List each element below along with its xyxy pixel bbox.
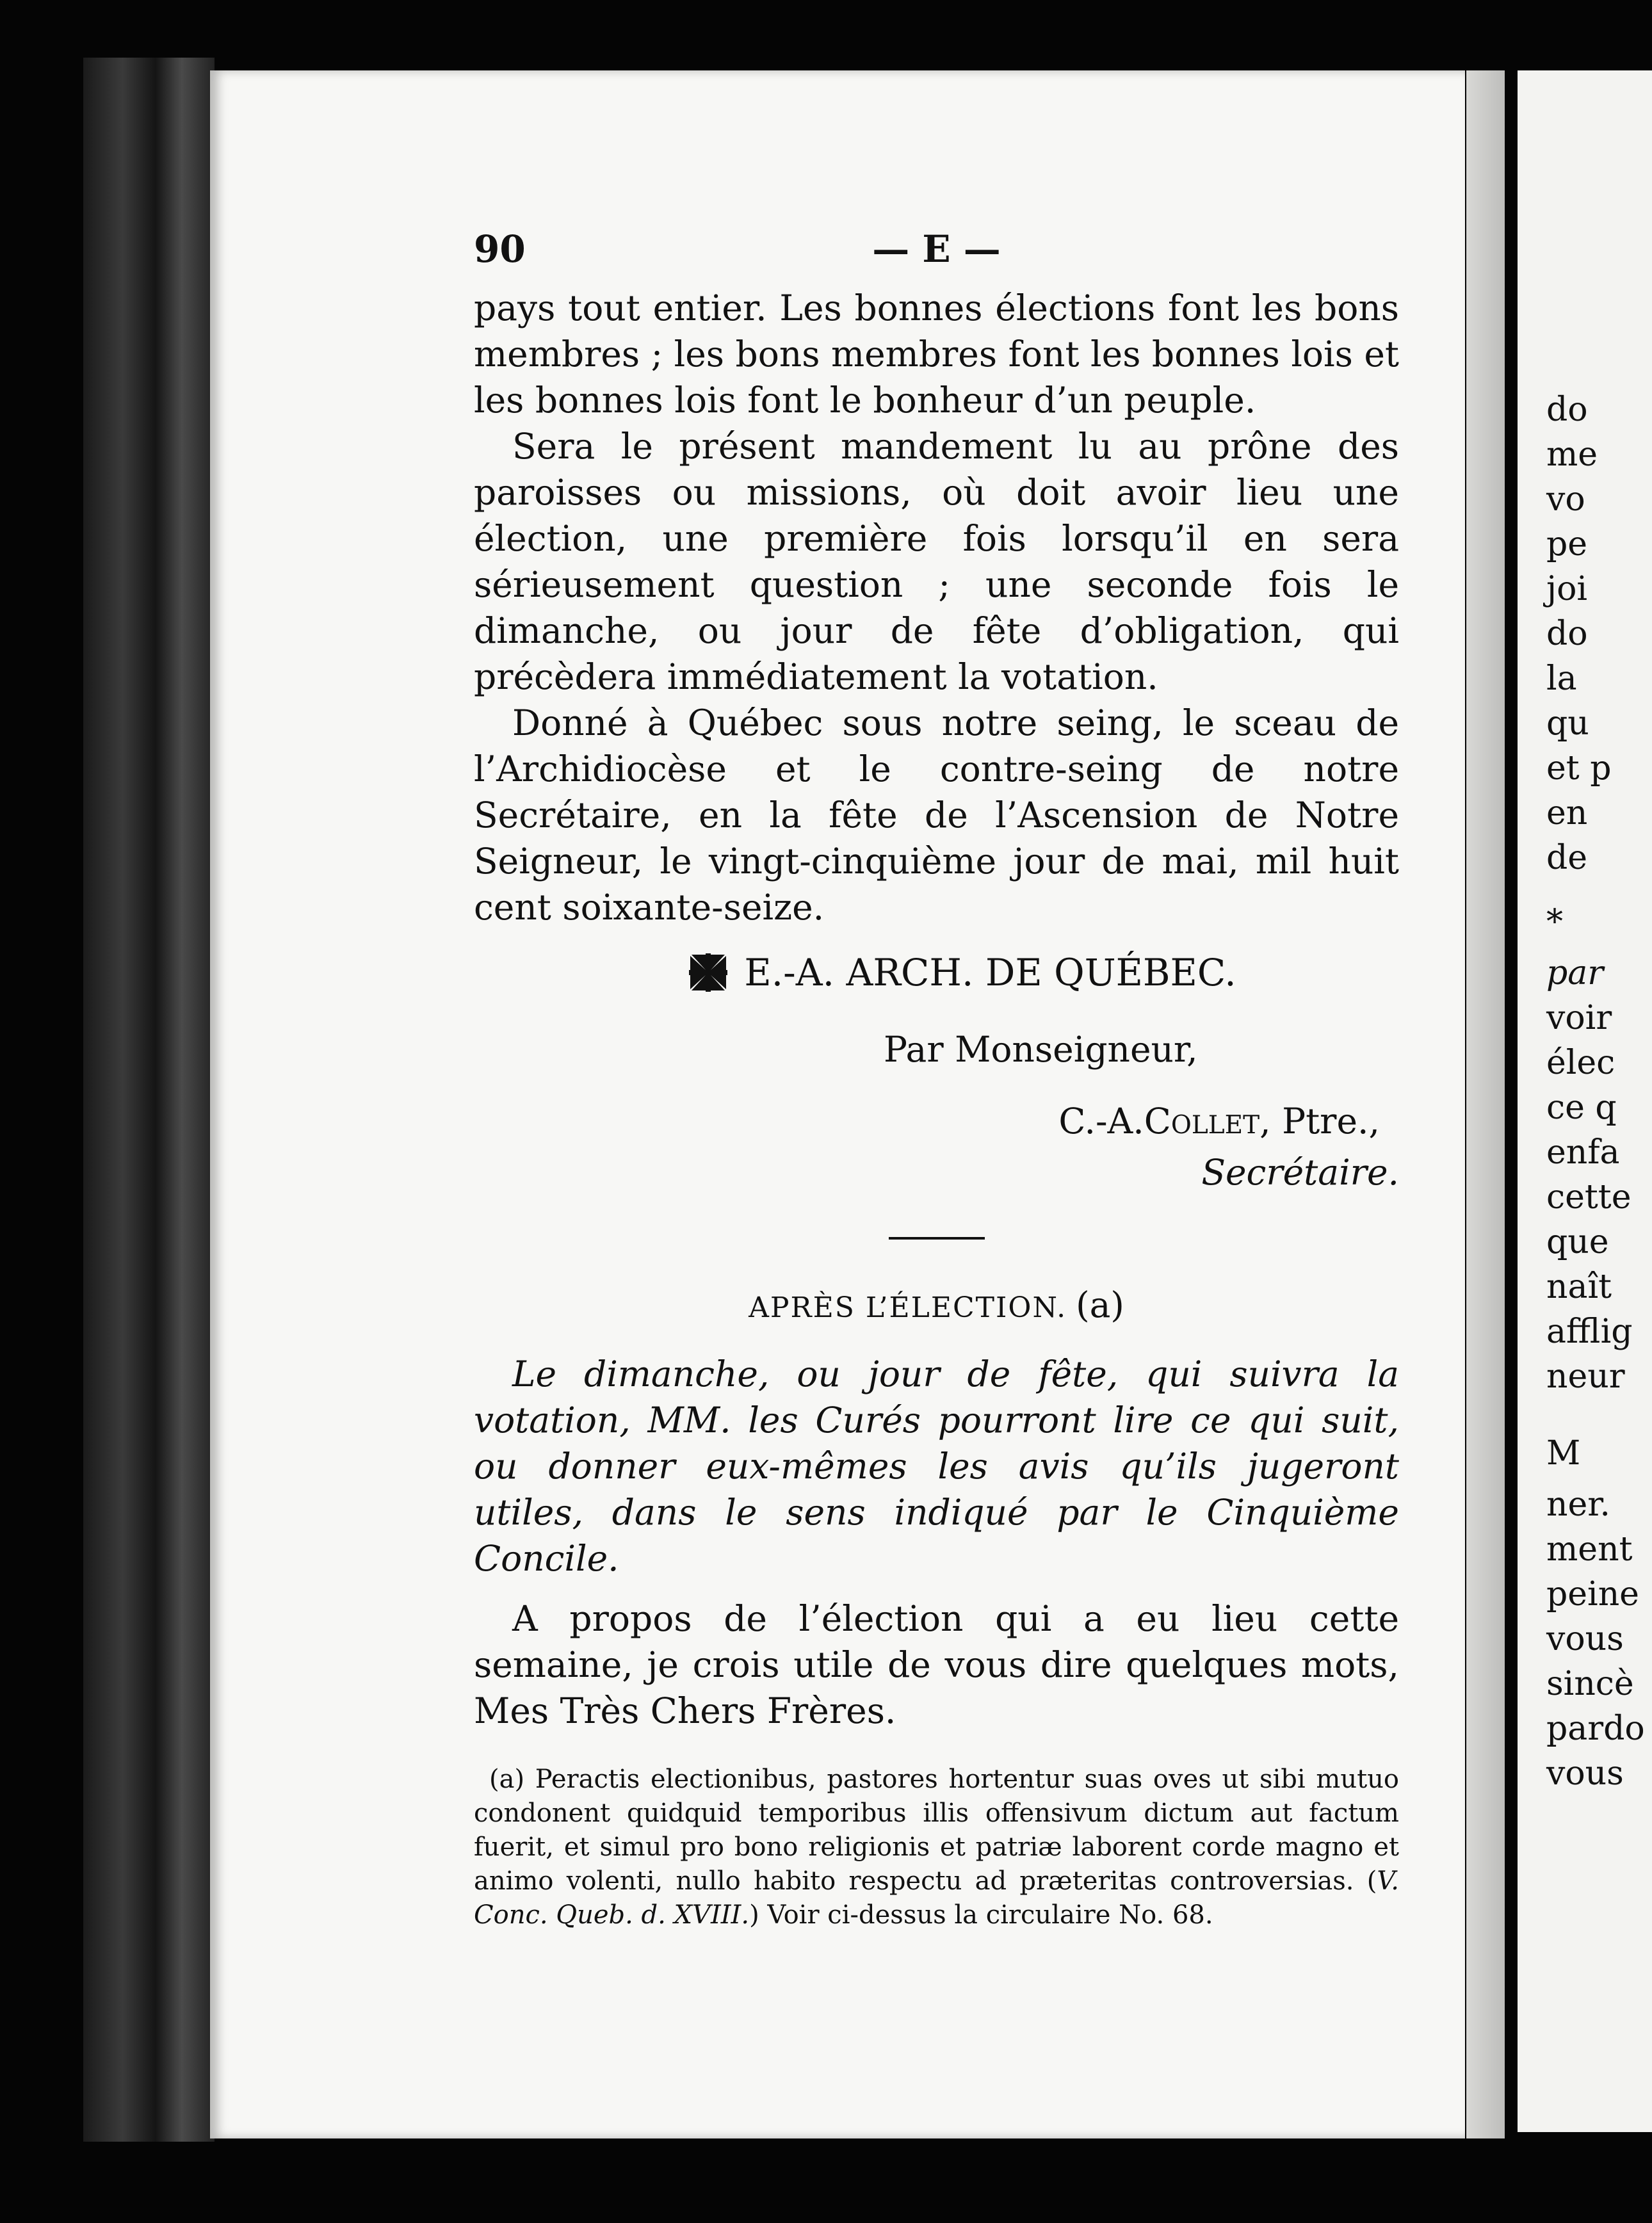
facing-page-fragment: élec [1546, 1044, 1616, 1082]
page-number: 90 [474, 227, 526, 271]
facing-page-fragment: pe [1546, 525, 1588, 563]
facing-page-fragment: afflig [1546, 1313, 1633, 1351]
facing-page-fragment: ner. [1546, 1485, 1610, 1524]
facing-page-fragment: enfa [1546, 1133, 1620, 1172]
footnote-citation: V. Conc. Queb. d. XVIII. [474, 1866, 1399, 1930]
footnote [474, 1763, 1399, 1932]
facing-page-fragment: et p [1546, 749, 1612, 788]
footnote-reference: (a) [1076, 1284, 1124, 1325]
facing-page-fragment: M [1546, 1434, 1581, 1473]
secretary-initials: C.-A. [1058, 1101, 1144, 1142]
body-paragraph: pays tout entier. Les bonnes élections font les bons membres ; les bons membres font les bonnes lois et les bonnes lois font le bonheur d’un peuple. [474, 287, 1399, 421]
section-heading [474, 1284, 1399, 1325]
facing-page-fragment: joi [1546, 570, 1588, 608]
facing-page-fragment: * [1546, 903, 1563, 941]
page-header [474, 227, 1399, 285]
facing-page-fragment: qu [1546, 704, 1589, 743]
facing-page-fragment: vous [1546, 1754, 1624, 1793]
section-title: APRÈS L’ÉLECTION. [749, 1291, 1067, 1324]
facing-page-fragment: do [1546, 391, 1588, 429]
facing-page-fragment: do [1546, 615, 1588, 653]
facing-page [1518, 70, 1652, 2132]
footnote-marker: (a) [489, 1765, 525, 1794]
archbishop-signature [474, 950, 1399, 996]
secretary-role: Secrétaire. [1201, 1152, 1399, 1193]
facing-page-fragment: ment [1546, 1530, 1633, 1569]
facing-page-fragment: que [1546, 1223, 1609, 1261]
facing-page-fragment: cette [1546, 1178, 1632, 1217]
section-paragraph: A propos de l’élection qui a eu lieu cette semaine, je crois utile de vous dire quelques mots, Mes Très Chers Frères. [474, 1598, 1399, 1731]
archbishop-name: E.-A. ARCH. DE QUÉBEC. [744, 951, 1236, 994]
facing-page-fragment: ce q [1546, 1088, 1617, 1127]
facing-page-fragment: voir [1546, 999, 1612, 1037]
facing-page-fragment: naît [1546, 1268, 1612, 1306]
footnote-text: Peractis electionibus, pastores hortentur suas oves ut sibi mutuo condonent quidquid temporibus illis offensivum dictum aut factum fuerit, et simul pro bono religionis et patriæ laborent corde magno et animo volenti, nullo habito respectu ad præteritas controversias. ( [474, 1765, 1399, 1896]
secretary-suffix: , Ptre., [1259, 1101, 1380, 1142]
page-edge [1466, 70, 1505, 2138]
facing-page-fragment: peine [1546, 1575, 1639, 1613]
maltese-cross-icon [688, 952, 729, 993]
secretary-surname: Collet [1144, 1101, 1260, 1142]
facing-page-fragment: la [1546, 659, 1577, 698]
facing-page-fragment: neur [1546, 1357, 1625, 1396]
running-title: — E — [872, 227, 1001, 271]
body-paragraph: Donné à Québec sous notre seing, le sceau de l’Archidiocèse et le contre-seing de notre Secrétaire, en la fête de l’Ascension de Notre Seigneur, le vingt-cinquième jour de mai, mil huit cent soixante-seize. [474, 702, 1399, 928]
by-line: Par Monseigneur, [884, 1029, 1198, 1070]
facing-page-fragment: en [1546, 794, 1588, 832]
instruction-paragraph: Le dimanche, ou jour de fête, qui suivra la votation, MM. les Curés pourront lire ce qui suit, ou donner eux-mêmes les avis qu’ils jugeront utiles, dans le sens indiqué par le Cinquième Concile. [474, 1354, 1399, 1579]
facing-page-fragment: pardo [1546, 1710, 1645, 1748]
footnote-text-end: ) Voir ci-dessus la circulaire No. 68. [749, 1900, 1213, 1930]
facing-page-fragment: par [1546, 954, 1604, 992]
facing-page-fragment: sincè [1546, 1665, 1634, 1703]
secretary-name [474, 1098, 1399, 1144]
facing-page-fragment: vous [1546, 1620, 1624, 1658]
body-paragraph: Sera le présent mandement lu au prône des paroisses ou missions, où doit avoir lieu une élection, une première fois lorsqu’il en sera sérieusement question ; une seconde fois le dimanche, ou jour de fête d’obligation, qui précèdera immédiatement la votation. [474, 426, 1399, 697]
signature-block [474, 950, 1399, 1195]
page-content [474, 227, 1399, 1958]
facing-page-fragment: vo [1546, 480, 1585, 519]
facing-page-fragment: me [1546, 435, 1598, 474]
section-divider [889, 1237, 985, 1240]
book-binding [83, 58, 215, 2142]
facing-page-fragment: de [1546, 839, 1588, 877]
